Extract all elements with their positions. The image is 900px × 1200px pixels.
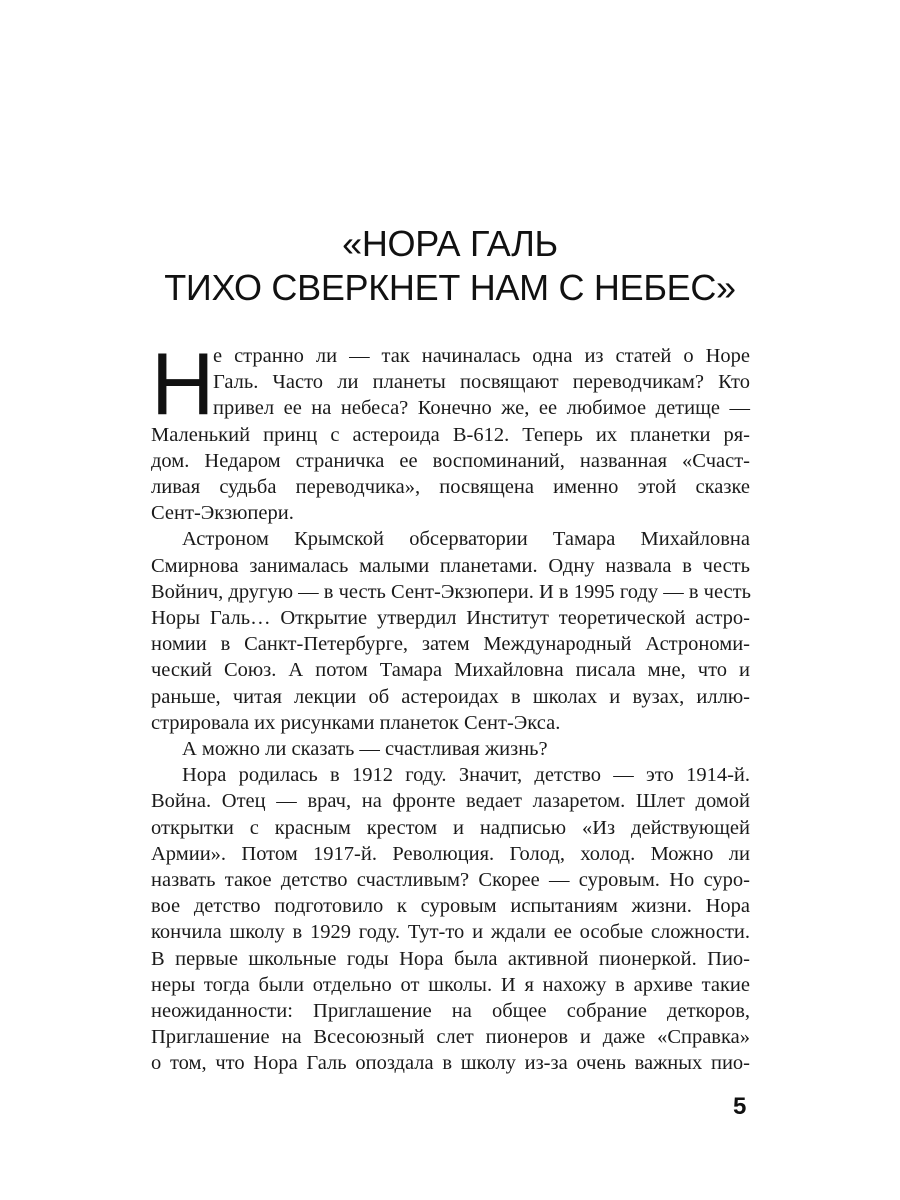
text-line: дом. Недаром страничка ее воспоминаний, названная «Счаст-	[151, 449, 750, 472]
chapter-title	[150, 222, 750, 310]
chapter-title-line-2: ТИХО СВЕРКНЕТ НАМ С НЕБЕС»	[164, 267, 736, 308]
text-line: А можно ли сказать — счастливая жизнь?	[182, 738, 548, 761]
text-line: Норы Галь… Открытие утвердил Институт теоретической астро-	[151, 607, 750, 630]
text-line: В первые школьные годы Нора была активной пионеркой. Пио-	[151, 947, 750, 970]
paragraph-1	[151, 334, 750, 526]
text-line: раньше, читая лекции об астероидах в школах и вузах, иллю-	[151, 685, 750, 708]
text-line: открытки с красным крестом и надписью «Из действующей	[151, 816, 750, 839]
body-text	[151, 334, 751, 1077]
text-line: Маленький принц с астероида B-612. Теперь их планетки ря-	[151, 423, 750, 446]
chapter-title-line-1: «НОРА ГАЛЬ	[342, 223, 558, 264]
page-number: 5	[733, 1093, 747, 1120]
text-line: привел ее на небеса? Конечно же, ее любимое детище —	[213, 397, 750, 420]
text-line: Приглашение на Всесоюзный слет пионеров и даже «Справка»	[151, 1026, 750, 1049]
text-line: Сент-Экзюпери.	[151, 502, 294, 525]
text-line: о том, что Нора Галь опоздала в школу из-за очень важных пио-	[151, 1052, 750, 1075]
drop-cap: Н	[151, 334, 215, 433]
text-line: Войнич, другую — в честь Сент-Экзюпери. И в 1995 году — в честь	[151, 580, 751, 603]
text-line: Война. Отец — врач, на фронте ведает лазаретом. Шлет домой	[151, 790, 750, 813]
paragraph-3	[151, 736, 750, 762]
text-line: ливая судьба переводчика», посвящена именно этой сказке	[151, 476, 750, 499]
text-line: вое детство подготовило к суровым испытаниям жизни. Нора	[151, 895, 750, 918]
text-line: кончила школу в 1929 году. Тут-то и ждали ее особые сложности.	[151, 921, 750, 944]
text-line: неожиданности: Приглашение на общее собрание деткоров,	[151, 1000, 750, 1023]
text-line: Армии». Потом 1917-й. Революция. Голод, холод. Можно ли	[151, 842, 750, 865]
text-line: назвать такое детство счастливым? Скорее — суровым. Но суро-	[151, 869, 750, 892]
text-line: Нора родилась в 1912 году. Значит, детство — это 1914-й.	[182, 764, 750, 787]
text-line: е странно ли — так начиналась одна из статей о Норе	[213, 345, 750, 367]
paragraph-2	[151, 526, 750, 736]
text-line: Астроном Крымской обсерватории Тамара Михайловна	[182, 528, 750, 551]
text-line: Галь. Часто ли планеты посвящают переводчикам? Кто	[213, 371, 750, 394]
text-line: Смирнова занималась малыми планетами. Одну назвала в честь	[151, 554, 750, 577]
text-line: неры тогда были отдельно от школы. И я нахожу в архиве такие	[151, 973, 750, 996]
paragraph-4	[151, 762, 750, 1076]
text-line: стрировала их рисунками планеток Сент-Экса.	[151, 711, 561, 734]
text-line: ческий Союз. А потом Тамара Михайловна писала мне, что и	[151, 659, 750, 682]
text-line: номии в Санкт-Петербурге, затем Международный Астрономи-	[151, 633, 750, 656]
